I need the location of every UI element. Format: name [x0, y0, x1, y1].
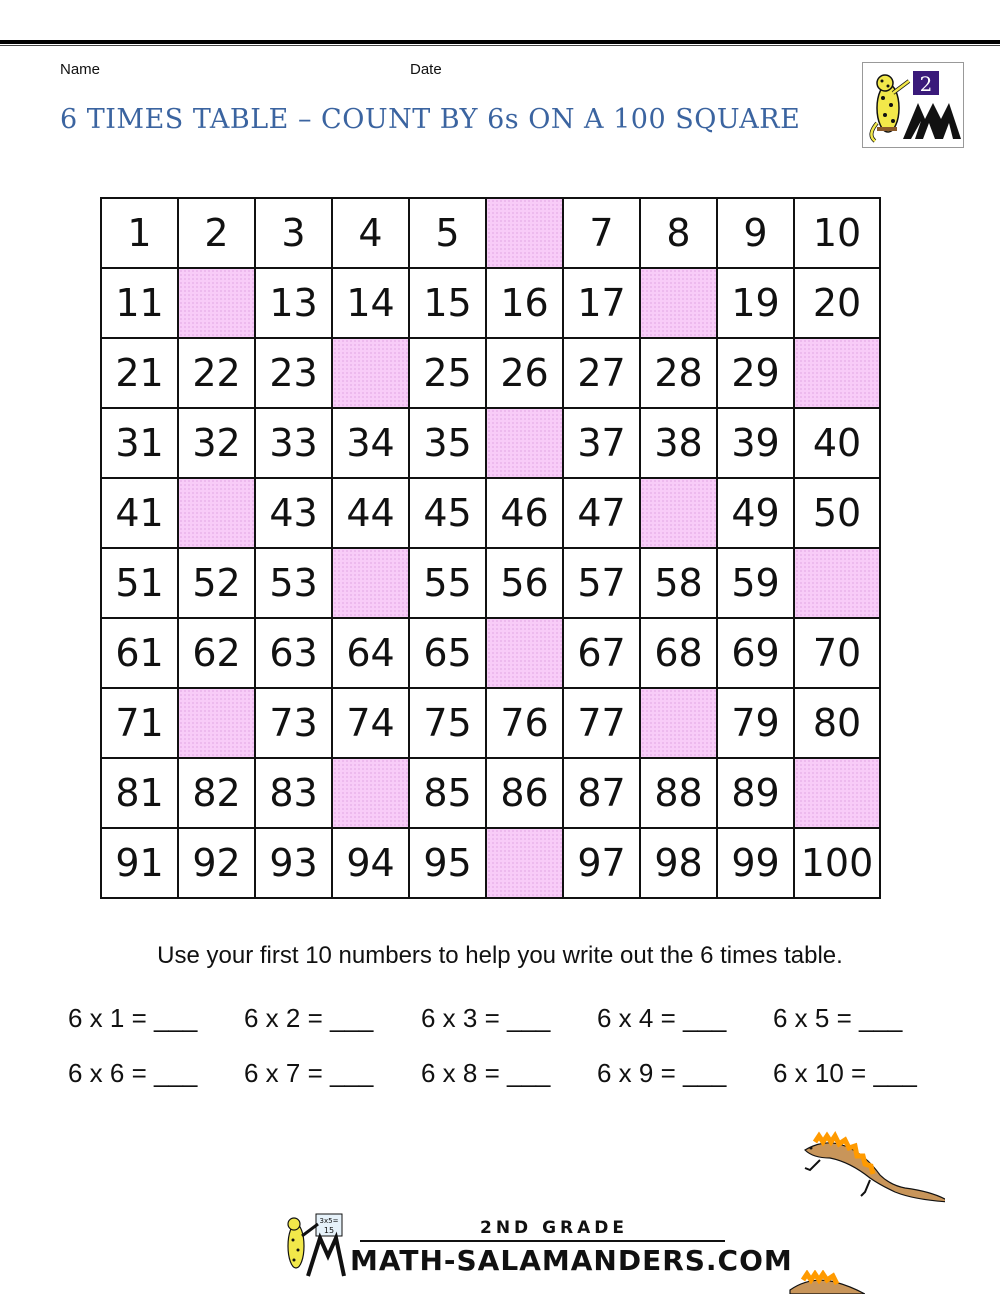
grid-cell: 83 [255, 758, 332, 828]
equation-6x7: 6 x 7 = ___ [244, 1058, 374, 1088]
equation-6x9: 6 x 9 = ___ [597, 1058, 727, 1088]
grid-cell: 64 [332, 618, 409, 688]
grid-cell: 74 [332, 688, 409, 758]
salamander-icon [795, 1130, 945, 1210]
grid-cell: 14 [332, 268, 409, 338]
grid-cell: 82 [178, 758, 255, 828]
grid-cell: 99 [717, 828, 794, 898]
grid-cell: 89 [717, 758, 794, 828]
grid-cell: 86 [486, 758, 563, 828]
grid-cell: 85 [409, 758, 486, 828]
grid-cell-shaded [486, 408, 563, 478]
date-label: Date [410, 61, 442, 78]
grid-cell: 25 [409, 338, 486, 408]
equation-6x3: 6 x 3 = ___ [421, 1003, 551, 1033]
grid-cell: 80 [794, 688, 880, 758]
grid-cell: 19 [717, 268, 794, 338]
grid-cell: 68 [640, 618, 717, 688]
grid-cell: 27 [563, 338, 640, 408]
hundred-square [100, 197, 881, 899]
grid-cell-shaded [640, 688, 717, 758]
grid-cell: 16 [486, 268, 563, 338]
salamander-logo-icon [863, 63, 963, 147]
footer-salamander-logo-icon [278, 1210, 348, 1278]
grid-cell: 8 [640, 198, 717, 268]
grid-cell: 65 [409, 618, 486, 688]
grid-cell: 47 [563, 478, 640, 548]
grid-cell: 46 [486, 478, 563, 548]
svg-text:2: 2 [919, 72, 933, 96]
grid-cell: 55 [409, 548, 486, 618]
equation-6x8: 6 x 8 = ___ [421, 1058, 551, 1088]
grid-cell: 58 [640, 548, 717, 618]
grid-cell: 53 [255, 548, 332, 618]
grid-cell: 50 [794, 478, 880, 548]
grid-cell: 88 [640, 758, 717, 828]
grid-cell: 95 [409, 828, 486, 898]
grid-cell-shaded [486, 618, 563, 688]
grid-cell: 56 [486, 548, 563, 618]
grid-cell-shaded [332, 548, 409, 618]
grid-cell: 93 [255, 828, 332, 898]
grid-cell: 4 [332, 198, 409, 268]
grid-row [101, 548, 880, 618]
grid-cell: 70 [794, 618, 880, 688]
grid-cell: 61 [101, 618, 178, 688]
grid-cell: 11 [101, 268, 178, 338]
page-title: 6 TIMES TABLE – COUNT BY 6s ON A 100 SQUARE [60, 104, 801, 135]
grid-row [101, 338, 880, 408]
salamander-icon-partial [785, 1270, 865, 1294]
grid-cell: 28 [640, 338, 717, 408]
grid-cell-shaded [178, 478, 255, 548]
equation-6x1: 6 x 1 = ___ [68, 1003, 198, 1033]
grid-cell: 13 [255, 268, 332, 338]
top-rule-thin [0, 45, 1000, 46]
grid-cell: 15 [409, 268, 486, 338]
grid-cell-shaded [794, 338, 880, 408]
grid-cell: 77 [563, 688, 640, 758]
grid-cell-shaded [486, 198, 563, 268]
grid-cell: 3 [255, 198, 332, 268]
grid-cell-shaded [332, 758, 409, 828]
grid-cell: 87 [563, 758, 640, 828]
grid-cell: 76 [486, 688, 563, 758]
grid-cell: 97 [563, 828, 640, 898]
grid-row [101, 198, 880, 268]
grid-cell: 92 [178, 828, 255, 898]
footer-rule [360, 1240, 725, 1242]
grid-cell: 100 [794, 828, 880, 898]
grid-cell: 39 [717, 408, 794, 478]
grid-cell: 71 [101, 688, 178, 758]
grid-cell: 51 [101, 548, 178, 618]
grid-cell: 91 [101, 828, 178, 898]
grid-cell-shaded [178, 688, 255, 758]
grid-cell-shaded [794, 548, 880, 618]
svg-text:15: 15 [323, 1226, 335, 1235]
grid-cell: 79 [717, 688, 794, 758]
grid-cell: 22 [178, 338, 255, 408]
grid-cell: 57 [563, 548, 640, 618]
grid-row [101, 478, 880, 548]
grid-cell: 41 [101, 478, 178, 548]
footer-site-name: MATH-SALAMANDERS.COM [350, 1244, 793, 1277]
grid-cell: 9 [717, 198, 794, 268]
grid-cell: 23 [255, 338, 332, 408]
grid-cell: 40 [794, 408, 880, 478]
equation-6x4: 6 x 4 = ___ [597, 1003, 727, 1033]
svg-text:3x5=: 3x5= [319, 1217, 339, 1225]
grid-cell: 2 [178, 198, 255, 268]
grid-cell: 1 [101, 198, 178, 268]
grid-cell: 7 [563, 198, 640, 268]
grid-cell: 33 [255, 408, 332, 478]
grid-cell-shaded [332, 338, 409, 408]
grid-cell: 59 [717, 548, 794, 618]
grid-cell: 35 [409, 408, 486, 478]
grid-cell: 69 [717, 618, 794, 688]
grid-cell: 49 [717, 478, 794, 548]
equation-6x10: 6 x 10 = ___ [773, 1058, 917, 1088]
grid-cell: 21 [101, 338, 178, 408]
grid-row [101, 618, 880, 688]
equation-6x5: 6 x 5 = ___ [773, 1003, 903, 1033]
grid-cell: 20 [794, 268, 880, 338]
top-rule [0, 40, 1000, 44]
grid-cell: 45 [409, 478, 486, 548]
grid-cell: 62 [178, 618, 255, 688]
grid-cell-shaded [640, 268, 717, 338]
name-label: Name [60, 61, 101, 78]
grid-cell: 38 [640, 408, 717, 478]
grid-cell: 5 [409, 198, 486, 268]
grid-row [101, 758, 880, 828]
grid-cell: 52 [178, 548, 255, 618]
grid-cell: 94 [332, 828, 409, 898]
instructions: Use your first 10 numbers to help you write out the 6 times table. [157, 942, 843, 969]
grid-cell: 81 [101, 758, 178, 828]
grid-row [101, 688, 880, 758]
grid-cell: 73 [255, 688, 332, 758]
grid-cell: 26 [486, 338, 563, 408]
grid-cell: 67 [563, 618, 640, 688]
grid-cell: 31 [101, 408, 178, 478]
grid-cell: 43 [255, 478, 332, 548]
grid-row [101, 408, 880, 478]
grid-cell: 37 [563, 408, 640, 478]
grid-cell: 10 [794, 198, 880, 268]
grid-cell: 29 [717, 338, 794, 408]
grid-cell: 44 [332, 478, 409, 548]
grid-cell: 75 [409, 688, 486, 758]
grid-cell-shaded [640, 478, 717, 548]
grid-cell: 34 [332, 408, 409, 478]
grid-cell-shaded [178, 268, 255, 338]
grid-row [101, 828, 880, 898]
grade-logo [862, 62, 964, 148]
grid-cell-shaded [486, 828, 563, 898]
grid-cell: 32 [178, 408, 255, 478]
grid-cell: 98 [640, 828, 717, 898]
grid-row [101, 268, 880, 338]
equation-6x2: 6 x 2 = ___ [244, 1003, 374, 1033]
grid-cell: 17 [563, 268, 640, 338]
grid-cell: 63 [255, 618, 332, 688]
equation-6x6: 6 x 6 = ___ [68, 1058, 198, 1088]
grid-cell-shaded [794, 758, 880, 828]
footer-grade: 2ND GRADE [480, 1218, 629, 1238]
